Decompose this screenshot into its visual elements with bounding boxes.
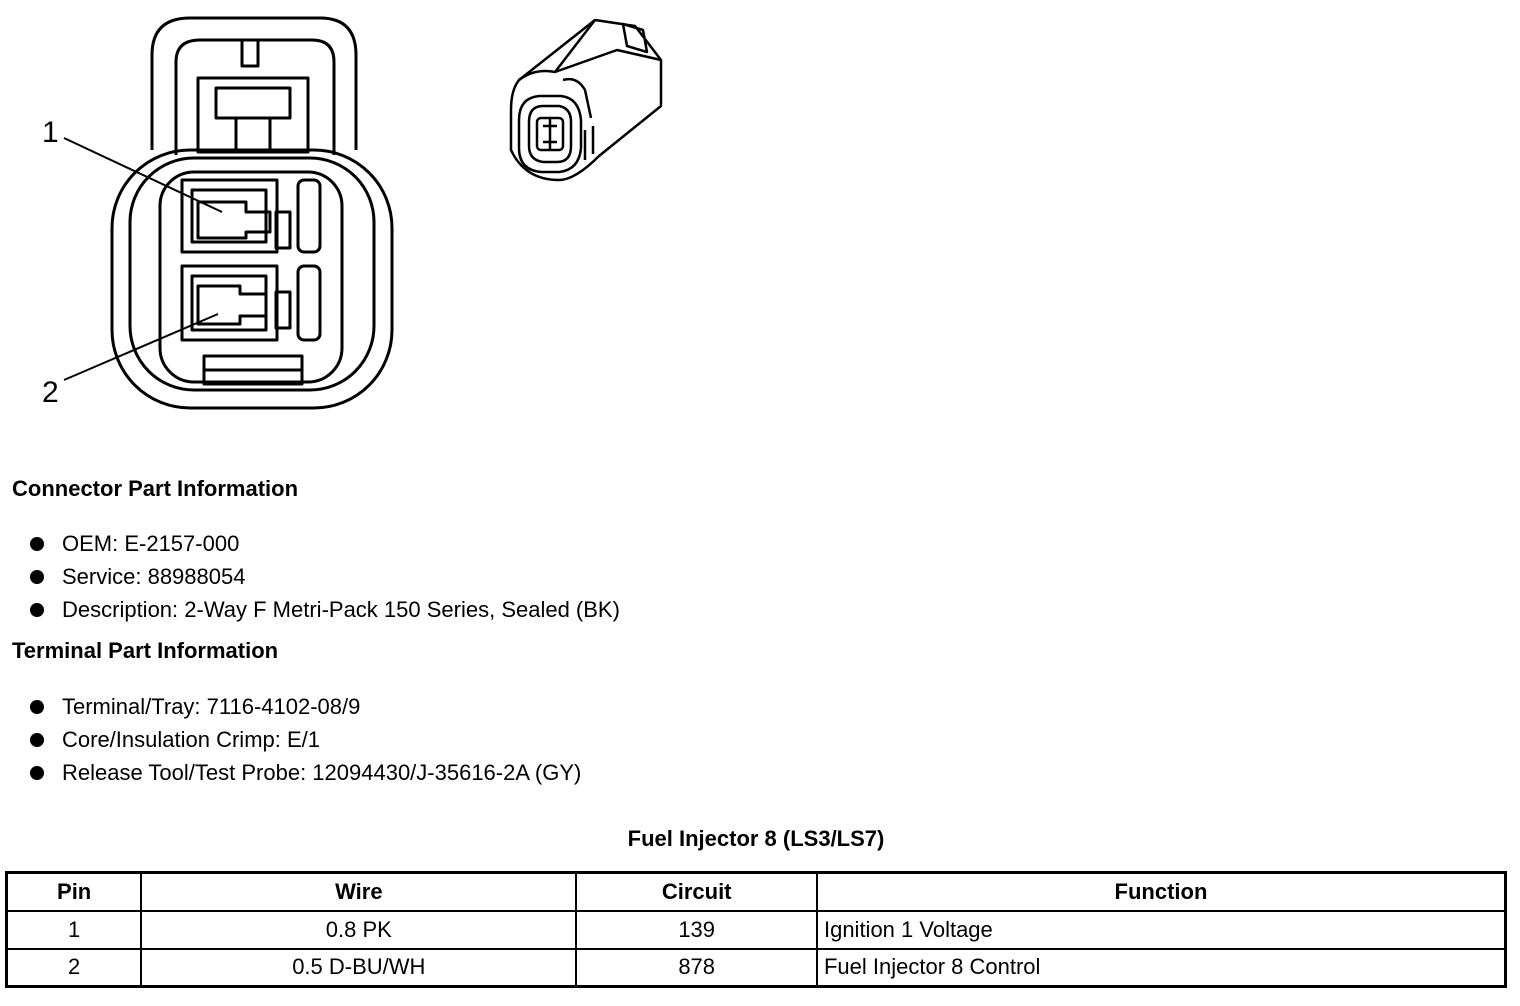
list-item bbox=[30, 593, 620, 626]
connector-face-diagram bbox=[0, 0, 420, 420]
pin-2-label: 2 bbox=[42, 376, 59, 409]
cell-wire: 0.5 D-BU/WH bbox=[141, 949, 576, 987]
cell-pin: 2 bbox=[7, 949, 142, 987]
cell-circuit: 878 bbox=[576, 949, 817, 987]
terminal-info-heading: Terminal Part Information bbox=[12, 638, 279, 663]
list-item-text: Description: 2-Way F Metri-Pack 150 Series, Sealed (BK) bbox=[62, 597, 620, 622]
list-item-text: Terminal/Tray: 7116-4102-08/9 bbox=[62, 694, 361, 719]
column-header-function: Function bbox=[817, 873, 1506, 911]
column-header-circuit: Circuit bbox=[576, 873, 817, 911]
bullet-icon bbox=[30, 570, 44, 584]
table-title: Fuel Injector 8 (LS3/LS7) bbox=[627, 826, 885, 851]
bullet-icon bbox=[30, 537, 44, 551]
bullet-icon bbox=[30, 700, 44, 714]
list-item-text: Core/Insulation Crimp: E/1 bbox=[62, 727, 320, 752]
cell-function: Ignition 1 Voltage bbox=[817, 911, 1506, 949]
connector-info-heading: Connector Part Information bbox=[12, 476, 299, 501]
cell-pin: 1 bbox=[7, 911, 142, 949]
bullet-icon bbox=[30, 733, 44, 747]
cell-circuit: 139 bbox=[576, 911, 817, 949]
cell-wire: 0.8 PK bbox=[141, 911, 576, 949]
list-item bbox=[30, 723, 581, 756]
bullet-icon bbox=[30, 603, 44, 617]
connector-info-list bbox=[30, 527, 620, 626]
list-item bbox=[30, 756, 581, 789]
list-item bbox=[30, 690, 581, 723]
table-row bbox=[7, 949, 1506, 987]
connector-3d-view bbox=[495, 10, 675, 190]
list-item bbox=[30, 527, 620, 560]
terminal-info-list bbox=[30, 690, 581, 789]
cell-function: Fuel Injector 8 Control bbox=[817, 949, 1506, 987]
column-header-wire: Wire bbox=[141, 873, 576, 911]
pinout-table bbox=[5, 871, 1507, 988]
table-header-row bbox=[7, 873, 1506, 911]
list-item-text: OEM: E-2157-000 bbox=[62, 531, 240, 556]
list-item-text: Service: 88988054 bbox=[62, 564, 246, 589]
list-item bbox=[30, 560, 620, 593]
bullet-icon bbox=[30, 766, 44, 780]
pin-1-label: 1 bbox=[42, 116, 59, 149]
table-row bbox=[7, 911, 1506, 949]
column-header-pin: Pin bbox=[7, 873, 142, 911]
list-item-text: Release Tool/Test Probe: 12094430/J-35616-2A (GY) bbox=[62, 760, 582, 785]
